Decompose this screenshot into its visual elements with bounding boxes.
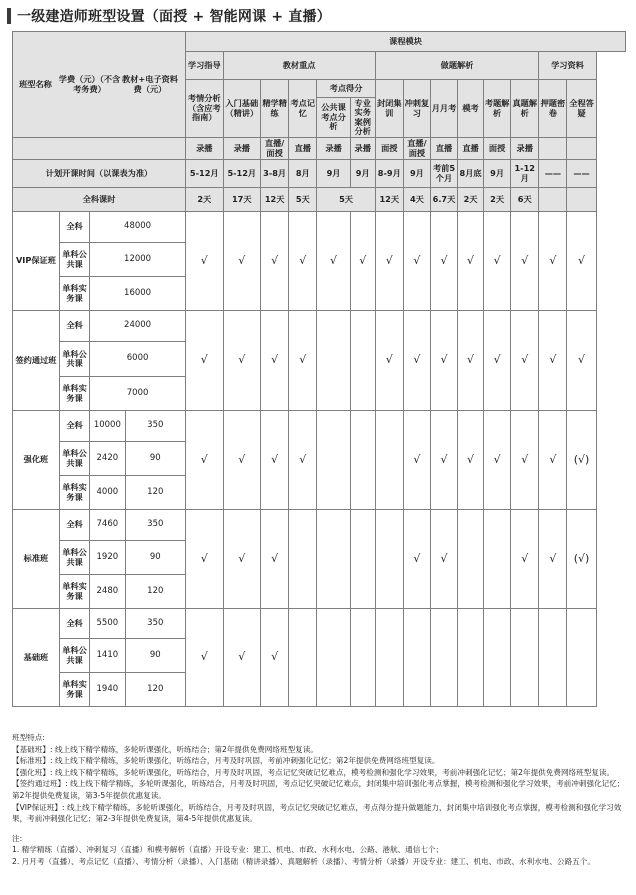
check-cell: √ xyxy=(458,212,484,311)
mode-cell: 录播 xyxy=(511,138,539,160)
mode-cell: 直播 xyxy=(289,138,317,160)
check-cell: √ xyxy=(539,411,567,510)
class-name-header: 班型名称 xyxy=(19,78,52,89)
check-cell: √ xyxy=(223,411,261,510)
check-cell: √ xyxy=(261,411,289,510)
hours-cell: 2天 xyxy=(484,188,511,212)
table-row xyxy=(13,609,626,639)
hours-cell: 6天 xyxy=(511,188,539,212)
table-row xyxy=(13,32,626,52)
table-row xyxy=(13,188,626,212)
check-cell: √ xyxy=(403,212,430,311)
col-key-memory: 考点记忆 xyxy=(289,80,317,138)
schedule-cell: 考前5个月 xyxy=(430,160,457,188)
check-cell xyxy=(375,411,403,510)
check-cell xyxy=(317,510,350,609)
page-title xyxy=(7,6,331,26)
schedule-cell: 9月 xyxy=(317,160,350,188)
materials-fee-cell: 120 xyxy=(125,575,185,609)
fee-cell: 4000 xyxy=(90,476,125,510)
check-cell: √ xyxy=(403,411,430,510)
class-name-cell: 标准班 xyxy=(13,510,60,609)
materials-fee-cell: 350 xyxy=(125,510,185,541)
hours-cell xyxy=(539,188,567,212)
check-cell: √ xyxy=(539,311,567,411)
title-bar-decoration xyxy=(7,8,11,24)
subject-cell: 单科实务课 xyxy=(59,476,89,510)
check-cell: √ xyxy=(403,311,430,411)
fee-cell: 7460 xyxy=(90,510,125,541)
hours-label: 全科课时 xyxy=(13,188,186,212)
note-vip: 【VIP保证班】: 线上线下精学精练，多轮听课强化，听练结合，月考及时巩固，考点记忆突破记忆难点，考点得分提升做题能力，封闭集中培训强化考点掌握，模考检测和强化学习效果，考前冲刺强化记忆；第2-3年提供免费复读，第4-5年提供优惠复读。 xyxy=(12,802,622,824)
materials-fee-cell: 90 xyxy=(125,442,185,476)
check-cell xyxy=(484,510,511,609)
check-cell: √ xyxy=(317,212,350,311)
schedule-cell: 9月 xyxy=(403,160,430,188)
mode-cell: 录播 xyxy=(350,138,375,160)
schedule-cell: —— xyxy=(539,160,567,188)
fee-cell: 12000 xyxy=(90,243,186,277)
check-cell xyxy=(317,311,350,411)
group-study-guide: 学习指导 xyxy=(186,52,224,80)
mode-cell: 直播 xyxy=(458,138,484,160)
check-cell: √ xyxy=(511,510,539,609)
fee-cell: 1940 xyxy=(90,673,125,707)
subject-cell: 单科公共课 xyxy=(59,243,89,277)
group-exercise: 做题解析 xyxy=(375,52,539,80)
schedule-cell: 8月底 xyxy=(458,160,484,188)
table-row xyxy=(13,160,626,188)
table-row xyxy=(13,411,626,442)
check-cell: √ xyxy=(261,609,289,707)
table-body xyxy=(13,32,626,707)
mode-row-label xyxy=(13,138,186,160)
check-cell xyxy=(317,609,350,707)
check-cell: √ xyxy=(511,411,539,510)
mode-cell: 面授 xyxy=(375,138,403,160)
subject-cell: 单科实务课 xyxy=(59,575,89,609)
col-intro-basics: 入门基础（精讲） xyxy=(223,80,261,138)
col-exam-analysis: 考情分析（含应考指南） xyxy=(186,80,224,138)
mode-cell xyxy=(567,138,596,160)
page-title-text: 一级建造师班型设置（面授 + 智能网课 + 直播） xyxy=(17,9,331,25)
check-cell: √ xyxy=(223,510,261,609)
check-cell xyxy=(458,609,484,707)
materials-fee-cell: 350 xyxy=(125,411,185,442)
group-key-points: 教材重点 xyxy=(223,52,375,80)
check-cell: √ xyxy=(186,311,224,411)
mode-cell: 直播/面授 xyxy=(403,138,430,160)
subject-cell: 单科实务课 xyxy=(59,277,89,311)
subject-cell: 单科公共课 xyxy=(59,639,89,673)
subject-cell: 单科实务课 xyxy=(59,673,89,707)
hours-cell xyxy=(567,188,596,212)
table-row xyxy=(13,510,626,541)
notes-heading: 班型特点: xyxy=(12,733,45,742)
check-cell xyxy=(350,609,375,707)
course-module-header: 课程模块 xyxy=(186,32,626,52)
fee-cell: 2480 xyxy=(90,575,125,609)
check-cell: √ xyxy=(186,609,224,707)
check-cell: √ xyxy=(567,212,596,311)
mode-cell xyxy=(539,138,567,160)
col-closed-training: 封闭集训 xyxy=(375,80,403,138)
fee-cell: 24000 xyxy=(90,311,186,342)
footnote-2: 2. 月月考（直播）、考点记忆（直播）、考情分析（录播）、入门基础（精讲录播）、真题解析（录播）、考情分析（录播）开设专业：建工、机电、市政、水利水电、公路五个。 xyxy=(12,856,595,866)
schedule-cell: 8月 xyxy=(289,160,317,188)
materials-fee-cell: 90 xyxy=(125,639,185,673)
col-public-analysis: 公共课考点分析 xyxy=(317,98,350,138)
check-cell: √ xyxy=(289,411,317,510)
check-cell xyxy=(375,510,403,609)
col-sprint-review: 冲刺复习 xyxy=(403,80,430,138)
header-empty-corner xyxy=(13,32,186,138)
col-practice: 精学精练 xyxy=(261,80,289,138)
hours-cell: 4天 xyxy=(403,188,430,212)
subject-cell: 单科公共课 xyxy=(59,442,89,476)
fee-cell: 5500 xyxy=(90,609,125,639)
check-cell: √ xyxy=(403,510,430,609)
col-prediction-paper: 押题密卷 xyxy=(539,80,567,138)
fee-cell: 7000 xyxy=(90,377,186,411)
check-cell: √ xyxy=(223,609,261,707)
subject-cell: 单科公共课 xyxy=(59,541,89,575)
check-cell: √ xyxy=(186,510,224,609)
class-name-cell: VIP保证班 xyxy=(13,212,60,311)
check-cell xyxy=(539,609,567,707)
table-row xyxy=(13,311,626,342)
note-intensive: 【强化班】: 线上线下精学精练，多轮听课强化，听练结合，月考及时巩固，考点记忆突破记忆难点，模考检测和强化学习效果，考前冲刺强化记忆；第2年提供免费网络班型复读。 xyxy=(12,767,615,777)
class-name-cell: 基础班 xyxy=(13,609,60,707)
check-cell xyxy=(511,609,539,707)
fee-cell: 16000 xyxy=(90,277,186,311)
col-full-qa: 全程答疑 xyxy=(567,80,596,138)
check-cell: √ xyxy=(375,212,403,311)
materials-fee-cell: 350 xyxy=(125,609,185,639)
subject-cell: 单科公共课 xyxy=(59,342,89,377)
check-cell: √ xyxy=(186,411,224,510)
check-cell xyxy=(350,510,375,609)
hours-cell: 17天 xyxy=(223,188,261,212)
hours-cell: 2天 xyxy=(458,188,484,212)
note-basic: 【基础班】: 线上线下精学精练，多轮听课强化，听练结合；第2年提供免费网络班型复读。 xyxy=(12,744,318,754)
mode-cell: 直播 xyxy=(430,138,457,160)
hours-cell: 12天 xyxy=(261,188,289,212)
check-cell xyxy=(430,609,457,707)
check-cell: √ xyxy=(539,510,567,609)
schedule-cell: 1-12月 xyxy=(511,160,539,188)
check-cell: √ xyxy=(458,411,484,510)
mode-cell: 直播/面授 xyxy=(261,138,289,160)
check-cell xyxy=(375,609,403,707)
notes xyxy=(12,732,626,868)
check-cell: √ xyxy=(567,311,596,411)
check-cell: √ xyxy=(186,212,224,311)
schedule-label: 计划开课时间（以课表为准） xyxy=(13,160,186,188)
footnote-heading: 注: xyxy=(12,833,23,843)
fee-cell: 1920 xyxy=(90,541,125,575)
fee-cell: 6000 xyxy=(90,342,186,377)
materials-fee-cell: 120 xyxy=(125,476,185,510)
check-cell: √ xyxy=(484,212,511,311)
class-name-cell: 强化班 xyxy=(13,411,60,510)
check-cell xyxy=(567,609,596,707)
col-mock-exam: 模考 xyxy=(458,80,484,138)
schedule-cell: 9月 xyxy=(484,160,511,188)
fee-cell: 10000 xyxy=(90,411,125,442)
check-cell: √ xyxy=(223,311,261,411)
check-cell xyxy=(403,609,430,707)
hours-cell: 6.7天 xyxy=(430,188,457,212)
check-cell: √ xyxy=(511,311,539,411)
subject-cell: 全科 xyxy=(59,311,89,342)
subject-cell: 单科实务课 xyxy=(59,377,89,411)
check-cell xyxy=(289,510,317,609)
check-cell: √ xyxy=(223,212,261,311)
subject-cell: 全科 xyxy=(59,510,89,541)
group-materials: 学习资料 xyxy=(539,52,596,80)
footnote-1: 1. 精学精练（直播）、冲刺复习（直播）和模考解析（直播）开设专业：建工、机电、市政、水利水电、公路、港航、通信七个； xyxy=(12,845,444,855)
hours-cell: 2天 xyxy=(186,188,224,212)
tuition-header: 学费（元）（不含考务费） xyxy=(58,74,121,94)
check-cell xyxy=(350,411,375,510)
score-group-header: 考点得分 xyxy=(317,80,375,98)
fee-cell: 2420 xyxy=(90,442,125,476)
check-cell xyxy=(289,609,317,707)
hours-cell: 12天 xyxy=(375,188,403,212)
check-cell: √ xyxy=(511,212,539,311)
check-cell xyxy=(317,411,350,510)
check-cell: √ xyxy=(350,212,375,311)
materials-fee-cell: 90 xyxy=(125,541,185,575)
check-cell: √ xyxy=(430,411,457,510)
schedule-cell: 3-8月 xyxy=(261,160,289,188)
check-cell: √ xyxy=(375,311,403,411)
check-cell: √ xyxy=(289,311,317,411)
check-cell: √ xyxy=(458,311,484,411)
schedule-cell: 5-12月 xyxy=(223,160,261,188)
mode-cell: 录播 xyxy=(317,138,350,160)
fee-cell: 48000 xyxy=(90,212,186,243)
schedule-cell: 8-9月 xyxy=(375,160,403,188)
check-cell: √ xyxy=(261,212,289,311)
table-row xyxy=(13,138,626,160)
subject-cell: 全科 xyxy=(59,609,89,639)
check-cell xyxy=(350,311,375,411)
hours-cell: 5天 xyxy=(289,188,317,212)
class-name-cell: 签约通过班 xyxy=(13,311,60,411)
col-past-paper-analysis: 真题解析 xyxy=(511,80,539,138)
check-cell: √ xyxy=(430,311,457,411)
mode-cell: 录播 xyxy=(186,138,224,160)
col-monthly-exam: 月月考 xyxy=(430,80,457,138)
subject-cell: 全科 xyxy=(59,212,89,243)
mode-cell: 面授 xyxy=(484,138,511,160)
materials-header: 教材+电子资料费（元） xyxy=(122,74,178,94)
check-cell: (√) xyxy=(567,411,596,510)
schedule-cell: —— xyxy=(567,160,596,188)
check-cell: (√) xyxy=(567,510,596,609)
check-cell: √ xyxy=(430,510,457,609)
hours-cell: 5天 xyxy=(317,188,375,212)
col-exam-analysis-2: 考题解析 xyxy=(484,80,511,138)
check-cell: √ xyxy=(484,411,511,510)
check-cell xyxy=(458,510,484,609)
mode-cell: 录播 xyxy=(223,138,261,160)
check-cell: √ xyxy=(430,212,457,311)
schedule-cell: 9月 xyxy=(350,160,375,188)
materials-fee-cell: 120 xyxy=(125,673,185,707)
schedule-cell: 5-12月 xyxy=(186,160,224,188)
table-row xyxy=(13,212,626,243)
class-settings-table xyxy=(12,31,626,707)
check-cell: √ xyxy=(261,311,289,411)
check-cell xyxy=(484,609,511,707)
check-cell: √ xyxy=(289,212,317,311)
check-cell: √ xyxy=(539,212,567,311)
subject-cell: 全科 xyxy=(59,411,89,442)
note-standard: 【标准班】: 线上线下精学精练，多轮听课强化，听练结合，月考及时巩固，考前冲刺强化记忆；第2年提供免费网络班型复读。 xyxy=(12,756,440,766)
fee-cell: 1410 xyxy=(90,639,125,673)
note-contract: 【签约通过班】: 线上线下精学精练，多轮听课强化，听练结合，月考及时巩固，考点记忆突破记忆难点，封闭集中培训强化考点掌握，模考检测和强化学习效果，考前冲刺强化记忆；第2年提供免费复读，第3-5年提供优惠复读。 xyxy=(12,779,625,800)
col-practice-case: 专业实务案例分析 xyxy=(350,98,375,138)
check-cell: √ xyxy=(261,510,289,609)
check-cell: √ xyxy=(484,311,511,411)
